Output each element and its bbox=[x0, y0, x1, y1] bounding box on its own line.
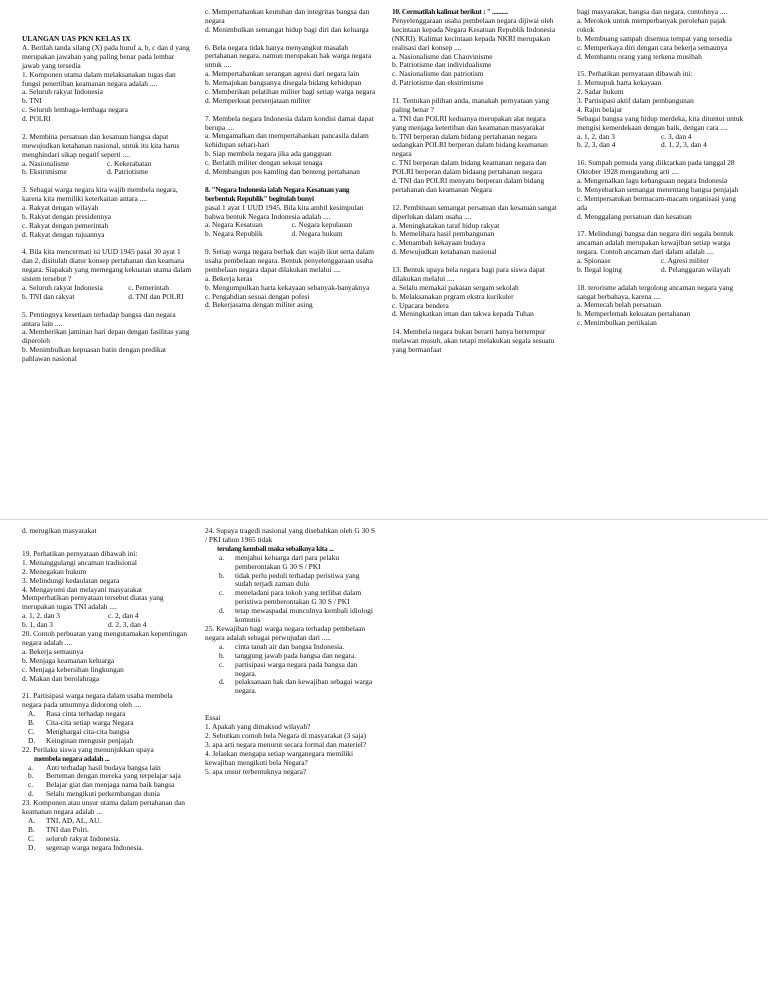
question-15: 15. Perhatikan pernyataan dibawah ini: 1. Memupuk harta kekayaan 2. Sadar hukum 3. Partisipasi aktif dalam pembangunan 4. Rajin belajar Sebagai bangsa yang hidup merdeka, kita dituntut untuk mengisi kemerdekaan dengan baik, dengan cara .... a. 1, 2, dan 3 c. 3, dan 4 b. 2, 3, dan 4 d. 1, 2, 3, dan 4 bbox=[577, 69, 744, 150]
question-20: 20. Contoh perbuatan yang mengutamakan kepentingan negara adalah .... a. Bekerja semaunya b. Menjaga keamanan keluarga c. Menjaga kebersihan lingkungan d. Makan dan berolahraga bbox=[22, 629, 188, 683]
question-14-continued: bagi masyarakat, bangsa dan negara, contohnya .... a. Merokok untuk memperbanyak perolehan pajak rokok b. Membuang sampah disemua tempat yang tersedia c. Memperkaya diri dengan cara bekerja semaunya d. Membantu orang yang terkena musibah bbox=[577, 7, 732, 61]
question-10: 10. Cermatilah kalimat berikut : " .......... Penyelenggaraan usaha pembelaan negara dijiwai oleh kecintaan kepada Negara Kesatuan Republik Indonesia (NKRI). Kalimat kecintaan kepada NKRI merupakan realisasi dari konsep .... a. Nasionalisme dan Chauvinisme b. Patriotisme dan individualisme c. Nasionalisme dan patriotism d. Patriotisme dan ekstrimisme bbox=[392, 7, 556, 88]
column-3 bbox=[392, 8, 560, 364]
instructions: A. Berilah tanda silang (X) pada huruf a, b, c dan d yang merupakan jawaban yang paling benar pada lembar jawab yang tersedia bbox=[22, 42, 190, 70]
question-7: 7. Membela negara Indonesia dalam kondisi damai dapat berupa .... a. Mengamalkan dan mempertahankan pancasila dalam kehidupan sehari-hari b. Siap membela negara jika ada gangguan c. Berlatih militer dengan sekuat tenaga d. Membangun pos kamling dan benteng pertahanan bbox=[205, 113, 374, 177]
question-12: 12. Pembinaan semangat persatuan dan kesatuan sangat diperlukan dalam usaha .... a. Meningkatakan taraf hidup rakyat b. Memelihara hasil pembangunan c. Menambah kekayaan budaya d. Mewujudkan ketahanan nasional bbox=[392, 202, 557, 257]
essay-section: Essai 1. Apakah yang dimaksud wilayah? 2. Sebutkan contoh bela Negara di masyarakat (3 saja) 3. apa arti negara menurut secara formal dan materiel? 4. Jelaskan mengapa setiap warganegara memiliki kewajiban mengikuti bela Negara? 5. apa unsur terbentuknya negara? bbox=[205, 714, 377, 776]
question-11: 11. Tentukan pilihan anda, manakah pernyataan yang paling benar ? a. TNI dan POLRI keduanya merupakan alat negara yang menjaga ketertiban dan keamanan masyarakat b. TNI berperan dalam bidang pertahanan negara sedangkan POLRI berperan dalam bidang keamanan negara c. TNI berperan dalam bidang keamanan negara dan POLRI berperan dalam bidaang pertahanan negara d. TNI dan POLRI menyatu berperan dalam bidang pertahanan dan keamanan Negara bbox=[392, 95, 550, 195]
question-17: 17. Melindungi bangsa dan negara diri segala bentuk ancaman adalah merupakan kewajiban setiap warga negara. Contoh ancaman dari dalam adalah .... a. Spionase c. Agresi militer b. Ilegal loging d. Pelanggaran wilayah bbox=[577, 229, 734, 274]
question-6: 6. Bela negara tidak hanya menyangkut masalah pertahanan negara, namun merupakan hak warga negara untuk .... a. Mempertahankan serangan agresi dari negara lain b. Memajukan bangsanya disegala bidang kehidupan c. Memberikan pelatihan militer bagi setiap warga negara d. Memperkuat persenjataan militer bbox=[205, 42, 376, 105]
question-23: 23. Komponen atau unsur utama dalam pertahanan dan keamanan negara adalah ... A. TNI, AD, AL, AU. B. TNI dan Polri. C. seluruh rakyat Indonesia. D. segenap warga negara Indonesia. bbox=[22, 798, 185, 852]
question-8: 8. "Negara Indonesia ialah Negara Kesatuan yang berbentuk Republik" begitulah bunyi pasal 1 ayat 1 UUD 1945. Bila kita ambil kesimpulan bahwa bentuk Negara Indonesia adalah .... a. Negara Kesatuan c. Negara kepulauan b. Negara Republik d. Negara hukum bbox=[205, 184, 364, 239]
question-3: 3. Sebagai warga negara kita wajib membela negara, karena kita memiliki keterkaitan antara .... a. Rakyat dengan wilayah b. Rakyat dengan presidennya c. Rakyat dengan pemerintah d. Rakyat dengan tujuannya bbox=[22, 185, 178, 239]
question-19: 19. Perhatikan pernyataan dibawah ini: 1. Menanggulangi ancaman tradisional 2. Menegakan hukum 3. Melindungi kedaulatan negara 4. Mengayomi dan melayani masyarakat Memperhatikan pernyataan tersebut diatas yang merupakan tugas TNI adalah .... a. 1, 2, dan 3 c. 2, dan 4 b. 1, dan 3 d. 2, 3, dan 4 bbox=[22, 548, 164, 630]
question-5-continued: c. Mempertahankan keutuhan dan integritas bangsa dan negara d. Menimbulkan semangat hidup bagi diri dan keluarga bbox=[205, 7, 370, 34]
question-22: 22. Perilaku siswa yang menunjukkan upaya membela negara adalah ... a. Anti terhadap hasil budaya bangsa lain b. Berteman dengan mereka yang terpelajar saja c. Belajar giat dan menjaga nama baik bangsa d. Selalu mengikuti perkembangan dunia bbox=[22, 744, 181, 799]
essay-heading: Essai bbox=[205, 713, 221, 723]
question-25: 25. Kewajiban bagi warga negara terhadap pembelaan negara adalah sebagai perwujudan dari ..... a. cinta tanah air dan bangsa Indonesia. b. tanggung jawab pada bangsa dan negara. c. partisipasi warga negara pada bangsa dan negara. d. pelaksanaan hak dan kewajiban sebagai warga negara. bbox=[205, 623, 373, 696]
question-21: 21. Partisipasi warga negara dalam usaha membela negara pada umumnya didorong oleh .... A. Rasa cinta terhadap negara B. Cita-cita setiap warga Negara C. Menghargai cita-cita bangsa D. Keinginan mengusir penjajah bbox=[22, 691, 173, 745]
question-2: 2. Membina persatuan dan kesatuan bangsa dapat mewujudkan ketahanan nasional, untuk itu kita harus menghindari sikap negatif seperti .... a. Nasionalisme c. Kekerabatan b. Ekstrimisme d. Patriotisme bbox=[22, 131, 180, 177]
column-4 bbox=[577, 8, 745, 337]
question-14: 14. Membela negara bukan berarti hanya bertempur melawan musuh, akan tetapi melakukan segala sesuatu yang bermanfaat bbox=[392, 327, 555, 354]
question-4: 4. Bila kita mencermati isi UUD 1945 pasal 30 ayat 1 dan 2, disitulah diatur konsep pertahanan dan keamana negara. Siapakah yang memegang kekuatan utama dalam sistem tersebut ? a. Seluruh rakyat Indonesia c. Pemerintah b. TNI dan rakyat d. TNI dan POLRI bbox=[22, 247, 192, 301]
column-2 bbox=[205, 8, 378, 319]
question-9: 9. Setiap warga negara berhak dan wajib ikut serta dalam usaha pembelaan negara. Bentuk penyelenggaraan usaha pembelaan negara dapat dilakukan melalui .... a. Bekerja keras b. Mengumpulkan harta kekayaan sebanyak-banyaknya c. Pengabdian sesuai dengan pofesi d. Bekerjasama dengan militer asing bbox=[205, 247, 374, 310]
page-title: ULANGAN UAS PKN KELAS IX bbox=[22, 34, 131, 43]
question-18: 18. terorisme adalah tergolong ancaman negara yang sangat berbahaya, karena .... a. Memecah belah persatuan b. Memperlemah kekuatan pertahanan c. Menimbulkan pertikaian bbox=[577, 282, 734, 328]
column-5 bbox=[22, 527, 194, 853]
question-18-continued: d. merugikan masyarakat bbox=[22, 526, 97, 535]
page-divider bbox=[0, 519, 768, 520]
column-6 bbox=[205, 527, 377, 777]
question-13: 13. Bentuk upaya bela negara bagi para siswa dapat dilakukan melalui .... a. Selalu memakai pakaian sergam sekolah b. Melaksanakan prgram ekstra kurikuler c. Upacara bendera d. Meningkatkan iman dan takwa kepada Tuhan bbox=[392, 264, 545, 319]
column-1 bbox=[22, 35, 192, 373]
question-5: 5. Pentingnya kesetiaan terhadap bangsa dan negara antara lain .... a. Memberikan jaminan hari depan dengan fasilitas yang diperoleh b. Menimbulkan kepuasan batin dengan predikat pahlawan nasional bbox=[22, 309, 190, 364]
question-16: 16. Sumpah pemuda yang diikrarkan pada tanggal 28 Oktober 1928 mengandung arti .... a. Mengenalkan lagu kebangsaan negara Indonesia b. Menyebarkan semangat menentang bangsa penjajah c. Mempersatukan bermacam-macam organisasi yang ada d. Menggalang persatuan dan kesatuan bbox=[577, 158, 739, 221]
question-1: 1. Komponen utama dalam melaksanakan tugas dan fungsi penertiban keamanan negara adalah .... a. Seluruh rakyat Indonesia b. TNI c. Seluruh lembaga-lembaga negara d. POLRI bbox=[22, 69, 176, 124]
question-24: 24. Supaya tragedi nasional yang disebabkan oleh G 30 S / PKI tahun 1965 tidak terulang kembali maka sebaiknya kita ... a. menjahui keluarga dari para pelaku pemberontakan G 30 S / PKI b. tidak perlu peduli terhadap peristiwa yang sudah terjadi zaman dulu c. meneladani para tokoh yang terlibat dalam peristiwa pemberontakan G 30 S / PKI d. tetap mewaspadai munculnya kembali idiologi komunis bbox=[205, 526, 375, 625]
